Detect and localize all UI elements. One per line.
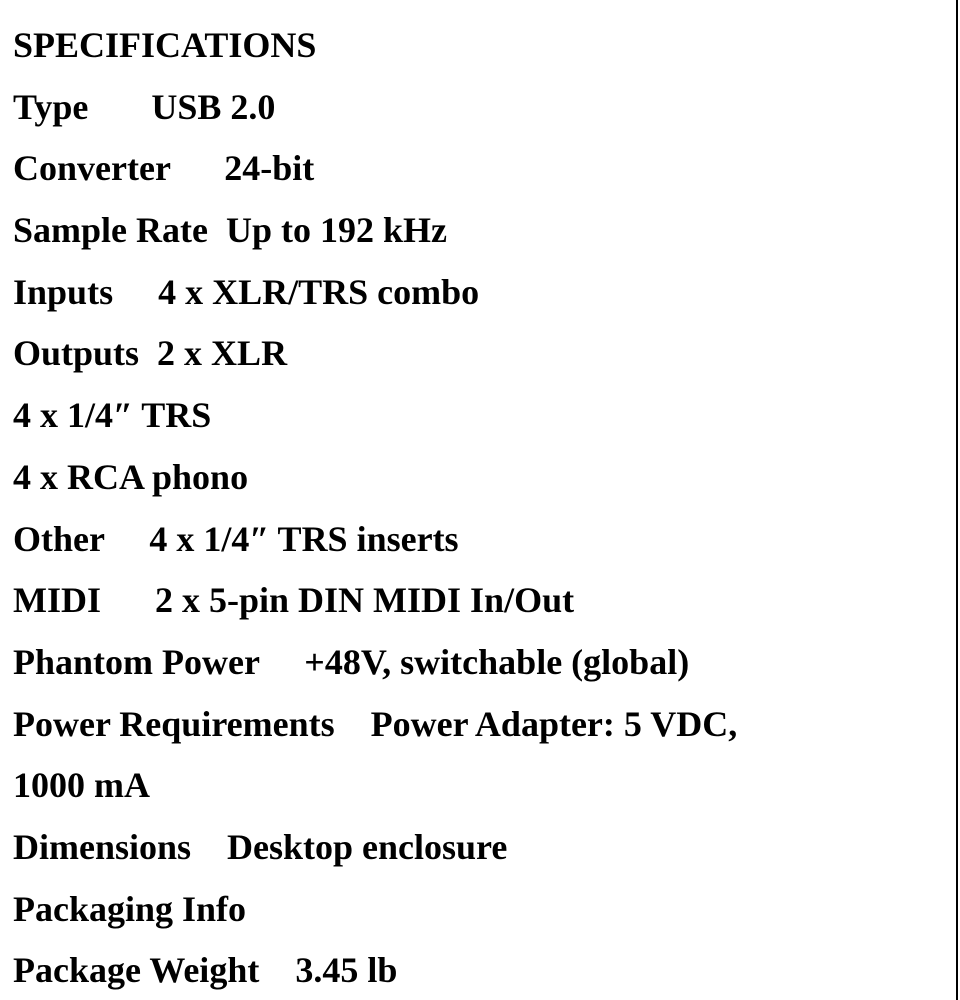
spec-line-power-requirements: Power Requirements Power Adapter: 5 VDC,	[13, 703, 738, 744]
spec-line-outputs: Outputs 2 x XLR	[13, 333, 288, 374]
spec-line-phantom-power: Phantom Power +48V, switchable (global)	[13, 641, 690, 682]
spec-line-dimensions: Dimensions Desktop enclosure	[13, 826, 508, 867]
spec-line-outputs-rca: 4 x RCA phono	[13, 456, 249, 497]
spec-lines	[13, 15, 737, 1000]
spec-line-other: Other 4 x 1/4″ TRS inserts	[13, 518, 459, 559]
spec-line-sample-rate: Sample Rate Up to 192 kHz	[13, 210, 447, 251]
spec-line-type: Type USB 2.0	[13, 86, 276, 127]
spec-line-converter: Converter 24-bit	[13, 148, 315, 189]
spec-line-package-weight: Package Weight 3.45 lb	[13, 950, 398, 991]
spec-heading: SPECIFICATIONS	[13, 25, 317, 65]
spec-line-power-current: 1000 mA	[13, 765, 150, 806]
spec-line-outputs-trs: 4 x 1/4″ TRS	[13, 395, 212, 436]
right-border-line	[956, 0, 958, 1000]
spec-line-packaging-info: Packaging Info	[13, 888, 247, 929]
spec-line-midi: MIDI 2 x 5-pin DIN MIDI In/Out	[13, 580, 575, 621]
spec-line-inputs: Inputs 4 x XLR/TRS combo	[13, 271, 480, 312]
